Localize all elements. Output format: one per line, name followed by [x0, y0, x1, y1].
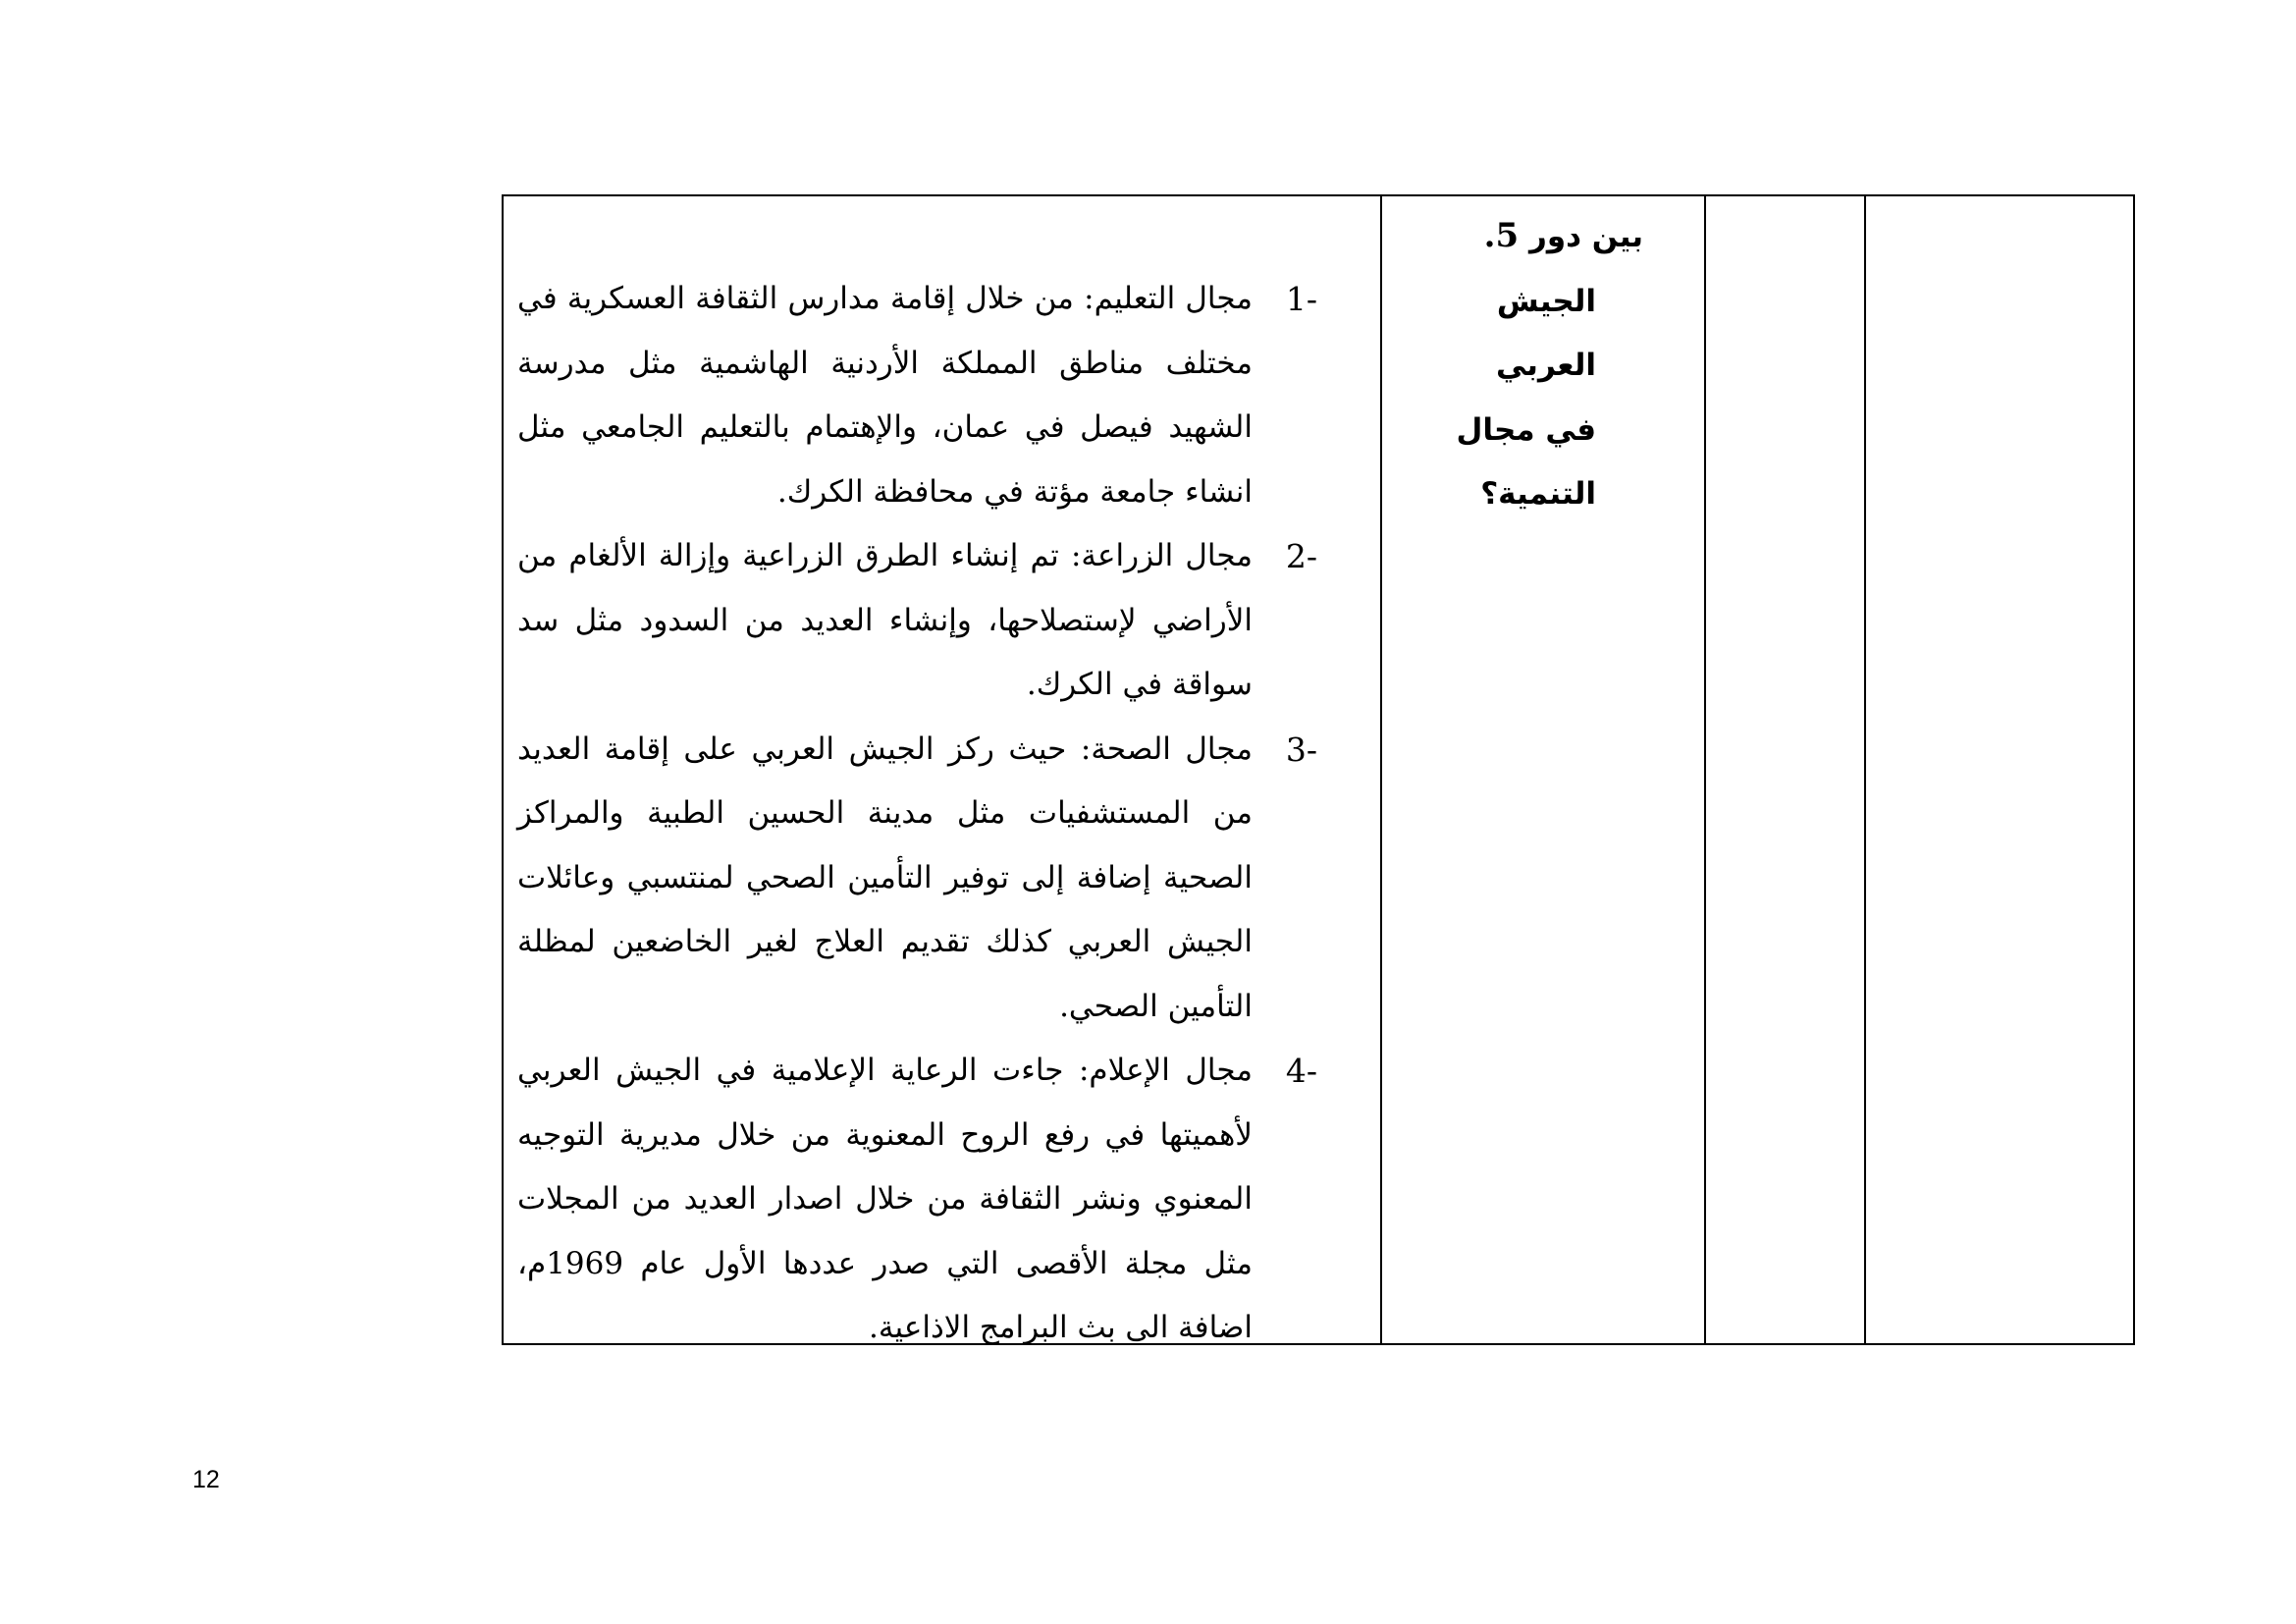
answer-item-4 — [517, 1039, 1317, 1361]
answer-number: 1- — [1285, 280, 1317, 318]
answer-text: مجال الصحة: حيث ركز الجيش العربي على إقامة العديد من المستشفيات مثل مدينة الحسين الطبية والمراكز الصحية إضافة إلى توفير التأمين الصحي لمنتسبي وعائلات الجيش العربي كذلك تقديم العلاج لغير الخاضعين لمظلة التأمين الصحي. — [517, 731, 1253, 1024]
question-line-4: التنمية؟ — [1480, 476, 1596, 512]
answer-item-1 — [517, 267, 1317, 524]
answer-item-3 — [517, 718, 1317, 1040]
answer-cell — [504, 196, 1382, 1343]
answer-number: 2- — [1285, 537, 1317, 575]
empty-cell-1 — [1706, 196, 1866, 1343]
question-text — [1398, 204, 1643, 527]
question-number: 5. — [1483, 216, 1520, 255]
question-cell — [1382, 196, 1706, 1343]
answer-number: 3- — [1285, 730, 1317, 769]
answer-list — [517, 267, 1317, 1361]
question-line-1 — [1398, 204, 1643, 270]
empty-cell-2 — [1866, 196, 2133, 1343]
question-line-2: الجيش العربي — [1495, 283, 1596, 383]
answer-text: مجال الزراعة: تم إنشاء الطرق الزراعية وإزالة الألغام من الأراضي لإستصلاحها، وإنشاء العديد من السدود مثل سد سواقة في الكرك. — [517, 538, 1253, 702]
answer-number: 4- — [1285, 1052, 1317, 1090]
question-line-1-text: بين دور — [1528, 219, 1643, 254]
answer-item-2 — [517, 524, 1317, 718]
page-number: 12 — [192, 1466, 220, 1493]
question-line-3: في مجال — [1456, 411, 1596, 448]
answer-text: مجال التعليم: من خلال إقامة مدارس الثقافة العسكرية في مختلف مناطق المملكة الأردنية الهاشمية مثل مدرسة الشهيد فيصل في عمان، والإهتمام بالتعليم الجامعي مثل انشاء جامعة مؤتة في محافظة الكرك. — [517, 281, 1253, 510]
answer-text: مجال الإعلام: جاءت الرعاية الإعلامية في الجيش العربي لأهميتها في رفع الروح المعنوية من خلال مديرية التوجيه المعنوي ونشر الثقافة من خلال اصدار العديد من المجلات مثل مجلة الأقصى التي صدر عددها الأول عام 1969م، اضافة الى بث البرامج الاذاعية. — [517, 1053, 1253, 1345]
content-table — [502, 194, 2135, 1345]
